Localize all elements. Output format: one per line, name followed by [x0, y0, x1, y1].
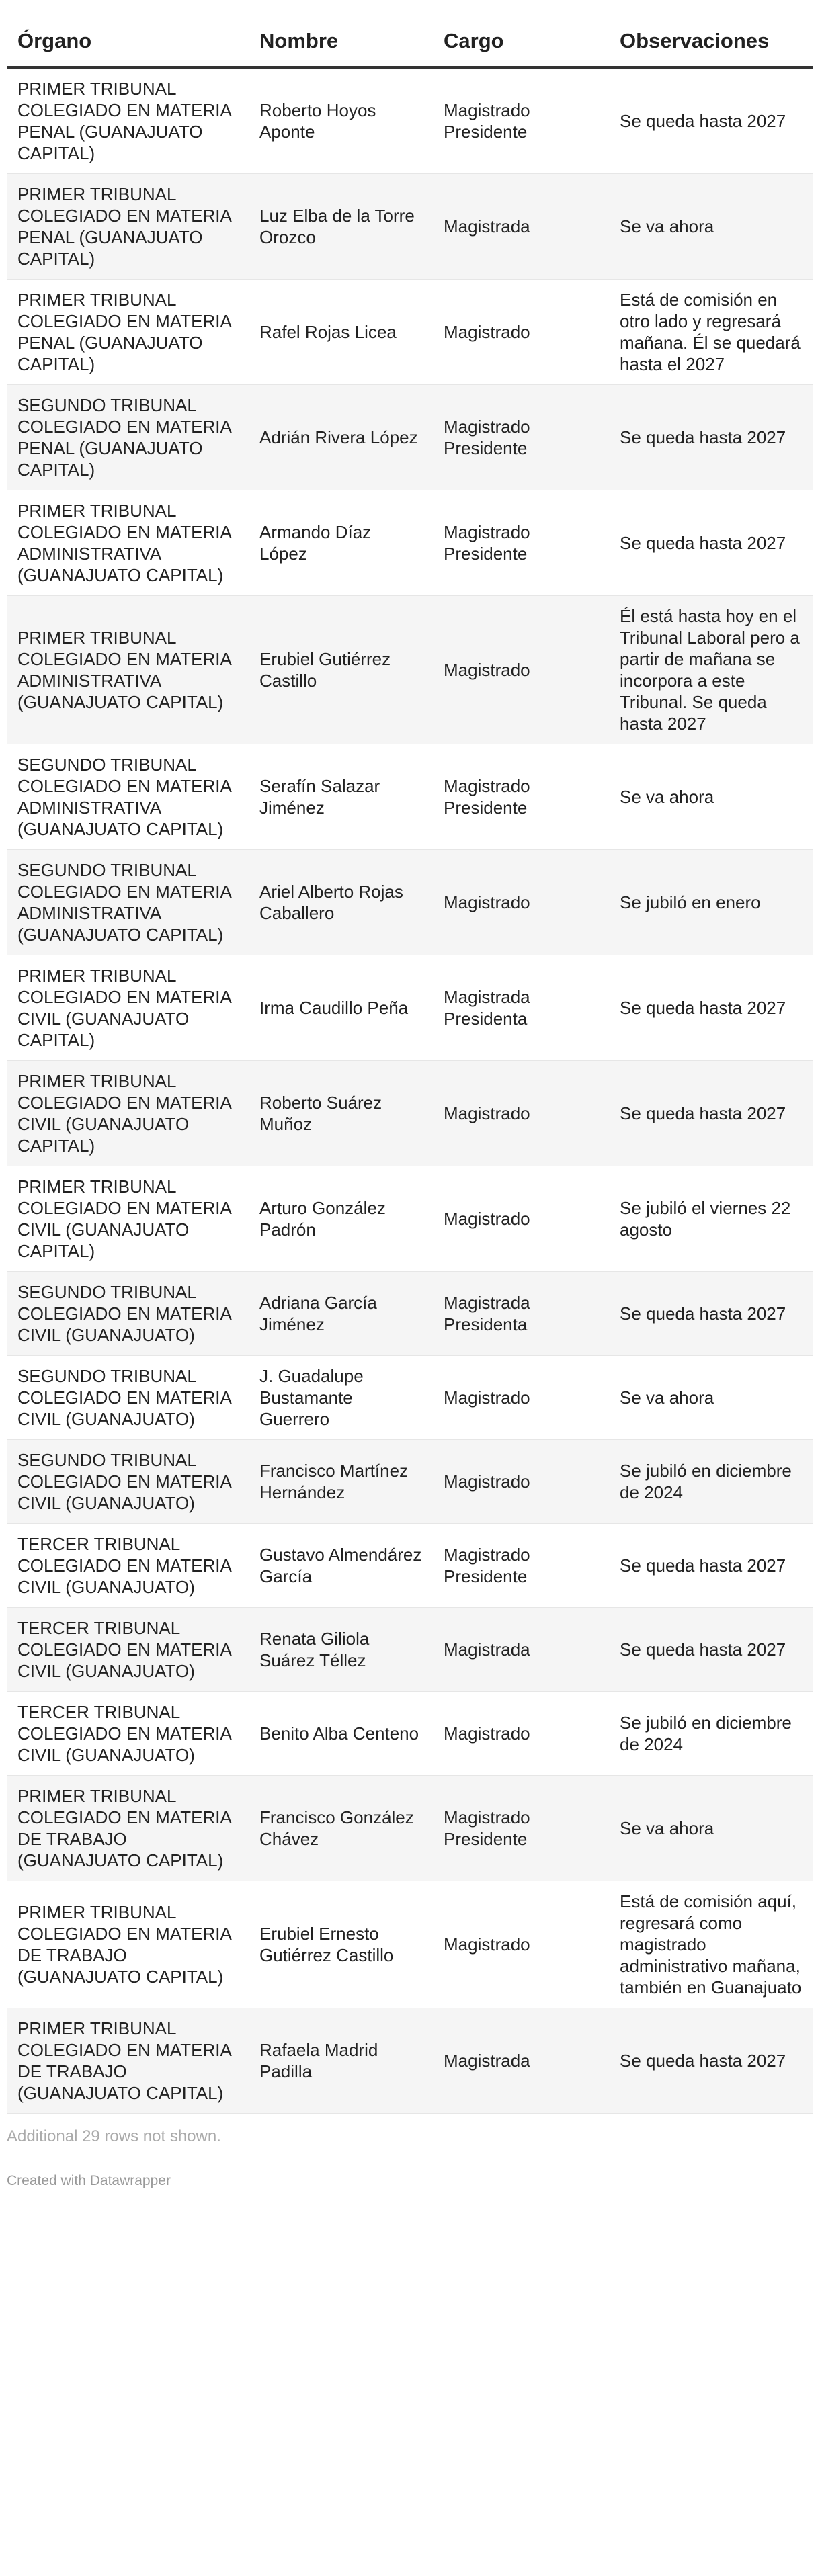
cell-observaciones: Se jubiló en enero: [609, 850, 813, 955]
table-row: [7, 1061, 813, 1166]
table-body: [7, 67, 813, 2114]
table-row: [7, 385, 813, 490]
cell-organo: PRIMER TRIBUNAL COLEGIADO EN MATERIA CIVIL (GUANAJUATO CAPITAL): [7, 955, 249, 1061]
cell-organo: SEGUNDO TRIBUNAL COLEGIADO EN MATERIA PENAL (GUANAJUATO CAPITAL): [7, 385, 249, 490]
cell-nombre: J. Guadalupe Bustamante Guerrero: [249, 1356, 433, 1440]
cell-observaciones: Se queda hasta 2027: [609, 1524, 813, 1608]
header-row: [7, 0, 813, 67]
cell-organo: TERCER TRIBUNAL COLEGIADO EN MATERIA CIVIL (GUANAJUATO): [7, 1524, 249, 1608]
table-row: [7, 955, 813, 1061]
data-table: [7, 0, 813, 2114]
cell-observaciones: Se queda hasta 2027: [609, 490, 813, 596]
cell-organo: SEGUNDO TRIBUNAL COLEGIADO EN MATERIA CIVIL (GUANAJUATO): [7, 1272, 249, 1356]
cell-cargo: Magistrada: [433, 2008, 609, 2114]
cell-observaciones: Se jubiló el viernes 22 agosto: [609, 1166, 813, 1272]
table-row: [7, 67, 813, 174]
cell-organo: PRIMER TRIBUNAL COLEGIADO EN MATERIA PENAL (GUANAJUATO CAPITAL): [7, 280, 249, 385]
cell-nombre: Francisco González Chávez: [249, 1776, 433, 1881]
cell-organo: PRIMER TRIBUNAL COLEGIADO EN MATERIA CIVIL (GUANAJUATO CAPITAL): [7, 1166, 249, 1272]
cell-cargo: Magistrado: [433, 1440, 609, 1524]
cell-nombre: Arturo González Padrón: [249, 1166, 433, 1272]
column-header-nombre[interactable]: Nombre: [249, 0, 433, 67]
cell-observaciones: Está de comisión aquí, regresará como magistrado administrativo mañana, también en Guanajuato: [609, 1881, 813, 2008]
cell-organo: PRIMER TRIBUNAL COLEGIADO EN MATERIA ADMINISTRATIVA (GUANAJUATO CAPITAL): [7, 490, 249, 596]
cell-nombre: Armando Díaz López: [249, 490, 433, 596]
cell-cargo: Magistrado Presidente: [433, 67, 609, 174]
cell-observaciones: Él está hasta hoy en el Tribunal Laboral pero a partir de mañana se incorpora a este Tribunal. Se queda hasta 2027: [609, 596, 813, 744]
cell-organo: TERCER TRIBUNAL COLEGIADO EN MATERIA CIVIL (GUANAJUATO): [7, 1692, 249, 1776]
cell-observaciones: Se va ahora: [609, 174, 813, 280]
cell-nombre: Rafaela Madrid Padilla: [249, 2008, 433, 2114]
cell-organo: PRIMER TRIBUNAL COLEGIADO EN MATERIA DE TRABAJO (GUANAJUATO CAPITAL): [7, 1776, 249, 1881]
cell-observaciones: Se jubiló en diciembre de 2024: [609, 1692, 813, 1776]
cell-observaciones: Se queda hasta 2027: [609, 1061, 813, 1166]
cell-nombre: Erubiel Gutiérrez Castillo: [249, 596, 433, 744]
table-row: [7, 280, 813, 385]
cell-organo: PRIMER TRIBUNAL COLEGIADO EN MATERIA PENAL (GUANAJUATO CAPITAL): [7, 67, 249, 174]
cell-organo: PRIMER TRIBUNAL COLEGIADO EN MATERIA DE TRABAJO (GUANAJUATO CAPITAL): [7, 2008, 249, 2114]
cell-observaciones: Se queda hasta 2027: [609, 955, 813, 1061]
table-row: [7, 1356, 813, 1440]
datawrapper-credit[interactable]: Created with Datawrapper: [7, 2173, 171, 2188]
cell-observaciones: Se jubiló en diciembre de 2024: [609, 1440, 813, 1524]
cell-organo: PRIMER TRIBUNAL COLEGIADO EN MATERIA ADMINISTRATIVA (GUANAJUATO CAPITAL): [7, 596, 249, 744]
cell-organo: SEGUNDO TRIBUNAL COLEGIADO EN MATERIA CIVIL (GUANAJUATO): [7, 1440, 249, 1524]
table-row: [7, 1524, 813, 1608]
table-row: [7, 1440, 813, 1524]
cell-organo: PRIMER TRIBUNAL COLEGIADO EN MATERIA PENAL (GUANAJUATO CAPITAL): [7, 174, 249, 280]
table-row: [7, 2008, 813, 2114]
cell-nombre: Renata Giliola Suárez Téllez: [249, 1608, 433, 1692]
cell-cargo: Magistrada: [433, 174, 609, 280]
cell-nombre: Benito Alba Centeno: [249, 1692, 433, 1776]
cell-cargo: Magistrado Presidente: [433, 1524, 609, 1608]
table-row: [7, 490, 813, 596]
cell-cargo: Magistrado: [433, 1881, 609, 2008]
cell-organo: SEGUNDO TRIBUNAL COLEGIADO EN MATERIA ADMINISTRATIVA (GUANAJUATO CAPITAL): [7, 850, 249, 955]
cell-nombre: Roberto Hoyos Aponte: [249, 67, 433, 174]
cell-cargo: Magistrado Presidente: [433, 744, 609, 850]
table-row: [7, 174, 813, 280]
cell-nombre: Francisco Martínez Hernández: [249, 1440, 433, 1524]
cell-nombre: Gustavo Almendárez García: [249, 1524, 433, 1608]
cell-observaciones: Se queda hasta 2027: [609, 1608, 813, 1692]
column-header-cargo[interactable]: Cargo: [433, 0, 609, 67]
cell-organo: TERCER TRIBUNAL COLEGIADO EN MATERIA CIVIL (GUANAJUATO): [7, 1608, 249, 1692]
cell-cargo: Magistrado: [433, 1356, 609, 1440]
cell-cargo: Magistrado Presidente: [433, 1776, 609, 1881]
more-rows-note: Additional 29 rows not shown.: [7, 2127, 221, 2145]
cell-cargo: Magistrado: [433, 1166, 609, 1272]
cell-cargo: Magistrado Presidente: [433, 385, 609, 490]
cell-nombre: Adriana García Jiménez: [249, 1272, 433, 1356]
cell-cargo: Magistrado: [433, 850, 609, 955]
cell-cargo: Magistrada Presidenta: [433, 1272, 609, 1356]
cell-observaciones: Se va ahora: [609, 744, 813, 850]
cell-observaciones: Se queda hasta 2027: [609, 67, 813, 174]
cell-nombre: Roberto Suárez Muñoz: [249, 1061, 433, 1166]
cell-cargo: Magistrada Presidenta: [433, 955, 609, 1061]
table-row: [7, 1692, 813, 1776]
cell-nombre: Luz Elba de la Torre Orozco: [249, 174, 433, 280]
table-row: [7, 1166, 813, 1272]
table-row: [7, 1608, 813, 1692]
cell-organo: SEGUNDO TRIBUNAL COLEGIADO EN MATERIA ADMINISTRATIVA (GUANAJUATO CAPITAL): [7, 744, 249, 850]
cell-cargo: Magistrada: [433, 1608, 609, 1692]
cell-nombre: Serafín Salazar Jiménez: [249, 744, 433, 850]
cell-observaciones: Está de comisión en otro lado y regresará mañana. Él se quedará hasta el 2027: [609, 280, 813, 385]
table-row: [7, 850, 813, 955]
cell-nombre: Rafel Rojas Licea: [249, 280, 433, 385]
cell-organo: SEGUNDO TRIBUNAL COLEGIADO EN MATERIA CIVIL (GUANAJUATO): [7, 1356, 249, 1440]
table-header: [7, 0, 813, 67]
column-header-observaciones[interactable]: Observaciones: [609, 0, 813, 67]
cell-observaciones: Se va ahora: [609, 1776, 813, 1881]
cell-cargo: Magistrado Presidente: [433, 490, 609, 596]
table-row: [7, 1272, 813, 1356]
cell-organo: PRIMER TRIBUNAL COLEGIADO EN MATERIA DE TRABAJO (GUANAJUATO CAPITAL): [7, 1881, 249, 2008]
cell-cargo: Magistrado: [433, 1061, 609, 1166]
cell-observaciones: Se va ahora: [609, 1356, 813, 1440]
cell-nombre: Erubiel Ernesto Gutiérrez Castillo: [249, 1881, 433, 2008]
table-row: [7, 1776, 813, 1881]
cell-cargo: Magistrado: [433, 596, 609, 744]
cell-observaciones: Se queda hasta 2027: [609, 2008, 813, 2114]
cell-cargo: Magistrado: [433, 1692, 609, 1776]
table-row: [7, 744, 813, 850]
cell-nombre: Irma Caudillo Peña: [249, 955, 433, 1061]
cell-organo: PRIMER TRIBUNAL COLEGIADO EN MATERIA CIVIL (GUANAJUATO CAPITAL): [7, 1061, 249, 1166]
cell-cargo: Magistrado: [433, 280, 609, 385]
cell-nombre: Ariel Alberto Rojas Caballero: [249, 850, 433, 955]
cell-nombre: Adrián Rivera López: [249, 385, 433, 490]
column-header-organo[interactable]: Órgano: [7, 0, 249, 67]
cell-observaciones: Se queda hasta 2027: [609, 385, 813, 490]
table-row: [7, 596, 813, 744]
table-row: [7, 1881, 813, 2008]
cell-observaciones: Se queda hasta 2027: [609, 1272, 813, 1356]
